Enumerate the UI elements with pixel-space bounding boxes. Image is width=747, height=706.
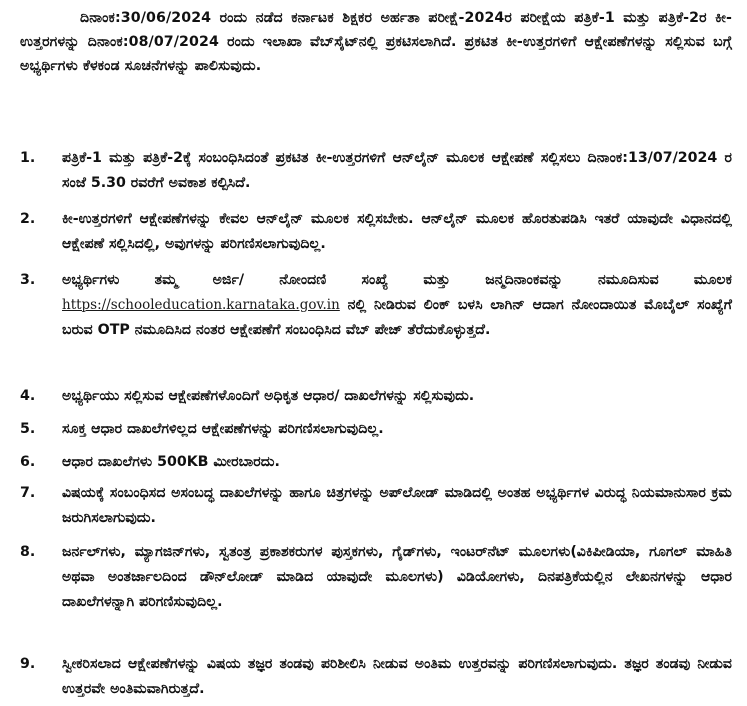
list-item-9 xyxy=(20,652,732,702)
item-text-before: ಅಭ್ಯರ್ಥಿಗಳು ತಮ್ಮ ಅರ್ಜಿ/ ನೋಂದಣಿ ಸಂಖ್ಯೆ ಮತ್ತು ಜನ್ಮದಿನಾಂಕವನ್ನು ನಮೂದಿಸುವ ಮೂಲಕ xyxy=(62,272,732,288)
item-number: 8. xyxy=(20,544,36,560)
list-item-8 xyxy=(20,540,732,615)
item-number: 5. xyxy=(20,421,36,437)
list-item-1 xyxy=(20,146,732,196)
item-text-after: ನಲ್ಲಿ ನೀಡಿರುವ ಲಿಂಕ್ ಬಳಸಿ ಲಾಗಿನ್ ಆದಾಗ ನೋಂದಾಯಿತ ಮೊಬೈಲ್ ಸಂಖ್ಯೆಗೆ ಬರುವ OTP ನಮೂದಿಸಿದ ನಂತರ ಆಕ್ಷೇಪಣೆಗೆ ಸಂಬಂಧಿಸಿದ ವೆಬ್ ಪೇಜ್ ತೆರೆದುಕೊಳ್ಳುತ್ತದೆ. xyxy=(62,297,732,338)
school-education-link[interactable]: https://schooleducation.karnataka.gov.in xyxy=(62,297,340,313)
list-item-3 xyxy=(20,268,732,343)
list-item-6 xyxy=(20,450,732,475)
item-number: 9. xyxy=(20,656,36,672)
item-number: 4. xyxy=(20,388,36,404)
item-text: ವಿಷಯಕ್ಕೆ ಸಂಬಂಧಿಸದ ಅಸಂಬದ್ಧ ದಾಖಲೆಗಳನ್ನು ಹಾಗೂ ಚಿತ್ರಗಳನ್ನು ಅಪ್‌ಲೋಡ್ ಮಾಡಿದಲ್ಲಿ ಅಂತಹ ಅಭ್ಯರ್ಥಿಗಳ ವಿರುದ್ಧ ನಿಯಮಾನುಸಾರ ಕ್ರಮ ಜರುಗಿಸಲಾಗುವುದು. xyxy=(62,485,732,526)
item-text xyxy=(62,268,732,343)
item-text: ಸೂಕ್ತ ಆಧಾರ ದಾಖಲೆಗಳಿಲ್ಲದ ಆಕ್ಷೇಪಣೆಗಳನ್ನು ಪರಿಗಣಿಸಲಾಗುವುದಿಲ್ಲ. xyxy=(62,421,384,437)
list-item-2 xyxy=(20,207,732,257)
item-number: 2. xyxy=(20,211,36,227)
item-text: ಆಧಾರ ದಾಖಲೆಗಳು 500KB ಮೀರಬಾರದು. xyxy=(62,454,280,470)
item-text: ಅಭ್ಯರ್ಥಿಯು ಸಲ್ಲಿಸುವ ಆಕ್ಷೇಪಣೆಗಳೊಂದಿಗೆ ಅಧಿಕೃತ ಆಧಾರ/ ದಾಖಲೆಗಳನ್ನು ಸಲ್ಲಿಸುವುದು. xyxy=(62,388,475,404)
item-text: ಸ್ವೀಕರಿಸಲಾದ ಆಕ್ಷೇಪಣೆಗಳನ್ನು ವಿಷಯ ತಜ್ಞರ ತಂಡವು ಪರಿಶೀಲಿಸಿ ನೀಡುವ ಅಂತಿಮ ಉತ್ತರವನ್ನು ಪರಿಗಣಿಸಲಾಗುವುದು. ತಜ್ಞರ ತಂಡವು ನೀಡುವ ಉತ್ತರವೇ ಅಂತಿಮವಾಗಿರುತ್ತದೆ. xyxy=(62,656,732,697)
list-item-7 xyxy=(20,481,732,531)
item-number: 3. xyxy=(20,272,36,288)
item-text: ಪತ್ರಿಕೆ-1 ಮತ್ತು ಪತ್ರಿಕೆ-2ಕ್ಕೆ ಸಂಬಂಧಿಸಿದಂತೆ ಪ್ರಕಟಿತ ಕೀ-ಉತ್ತರಗಳಿಗೆ ಆನ್‌ಲೈನ್ ಮೂಲಕ ಆಕ್ಷೇಪಣೆ ಸಲ್ಲಿಸಲು ದಿನಾಂಕ:13/07/2024 ರ ಸಂಜೆ 5.30 ರವರೆಗೆ ಅವಕಾಶ ಕಲ್ಪಿಸಿದೆ. xyxy=(62,150,732,191)
list-item-4 xyxy=(20,384,732,409)
item-text: ಜರ್ನಲ್‌ಗಳು, ಮ್ಯಾಗಜಿನ್‌ಗಳು, ಸ್ವತಂತ್ರ ಪ್ರಕಾಶಕರುಗಳ ಪುಸ್ತಕಗಳು, ಗೈಡ್‌ಗಳು, ಇಂಟರ್‌ನೆಟ್ ಮೂಲಗಳು(ವಿಕಿಪೀಡಿಯಾ, ಗೂಗಲ್ ಮಾಹಿತಿ ಅಥವಾ ಅಂತರ್ಜಾಲದಿಂದ ಡೌನ್‌ಲೋಡ್ ಮಾಡಿದ ಯಾವುದೇ ಮೂಲಗಳು) ವಿಡಿಯೋಗಳು, ದಿನಪತ್ರಿಕೆಯಲ್ಲಿನ ಲೇಖನಗಳನ್ನು ಆಧಾರ ದಾಖಲೆಗಳನ್ನಾಗಿ ಪರಿಗಣಿಸುವುದಿಲ್ಲ. xyxy=(62,544,732,610)
list-item-5 xyxy=(20,417,732,442)
item-number: 1. xyxy=(20,150,36,166)
intro-paragraph: ದಿನಾಂಕ:30/06/2024 ರಂದು ನಡೆದ ಕರ್ನಾಟಕ ಶಿಕ್ಷಕರ ಅರ್ಹತಾ ಪರೀಕ್ಷೆ-2024ರ ಪರೀಕ್ಷೆಯ ಪತ್ರಿಕೆ-1 ಮತ್ತು ಪತ್ರಿಕೆ-2ರ ಕೀ-ಉತ್ತರಗಳನ್ನು ದಿನಾಂಕ:08/07/2024 ರಂದು ಇಲಾಖಾ ವೆಬ್‌ಸೈಟ್‌ನಲ್ಲಿ ಪ್ರಕಟಿಸಲಾಗಿದೆ. ಪ್ರಕಟಿತ ಕೀ-ಉತ್ತರಗಳಿಗೆ ಆಕ್ಷೇಪಣೆಗಳನ್ನು ಸಲ್ಲಿಸುವ ಬಗ್ಗೆ ಅಭ್ಯರ್ಥಿಗಳು ಕೆಳಕಂಡ ಸೂಚನೆಗಳನ್ನು ಪಾಲಿಸುವುದು. xyxy=(20,10,732,74)
item-text: ಕೀ-ಉತ್ತರಗಳಿಗೆ ಆಕ್ಷೇಪಣೆಗಳನ್ನು ಕೇವಲ ಆನ್‌ಲೈನ್ ಮೂಲಕ ಸಲ್ಲಿಸಬೇಕು. ಆನ್‌ಲೈನ್ ಮೂಲಕ ಹೊರತುಪಡಿಸಿ ಇತರೆ ಯಾವುದೇ ವಿಧಾನದಲ್ಲಿ ಆಕ್ಷೇಪಣೆ ಸಲ್ಲಿಸಿದಲ್ಲಿ, ಅವುಗಳನ್ನು ಪರಿಗಣಿಸಲಾಗುವುದಿಲ್ಲ. xyxy=(62,211,732,252)
item-number: 7. xyxy=(20,485,36,501)
item-number: 6. xyxy=(20,454,36,470)
